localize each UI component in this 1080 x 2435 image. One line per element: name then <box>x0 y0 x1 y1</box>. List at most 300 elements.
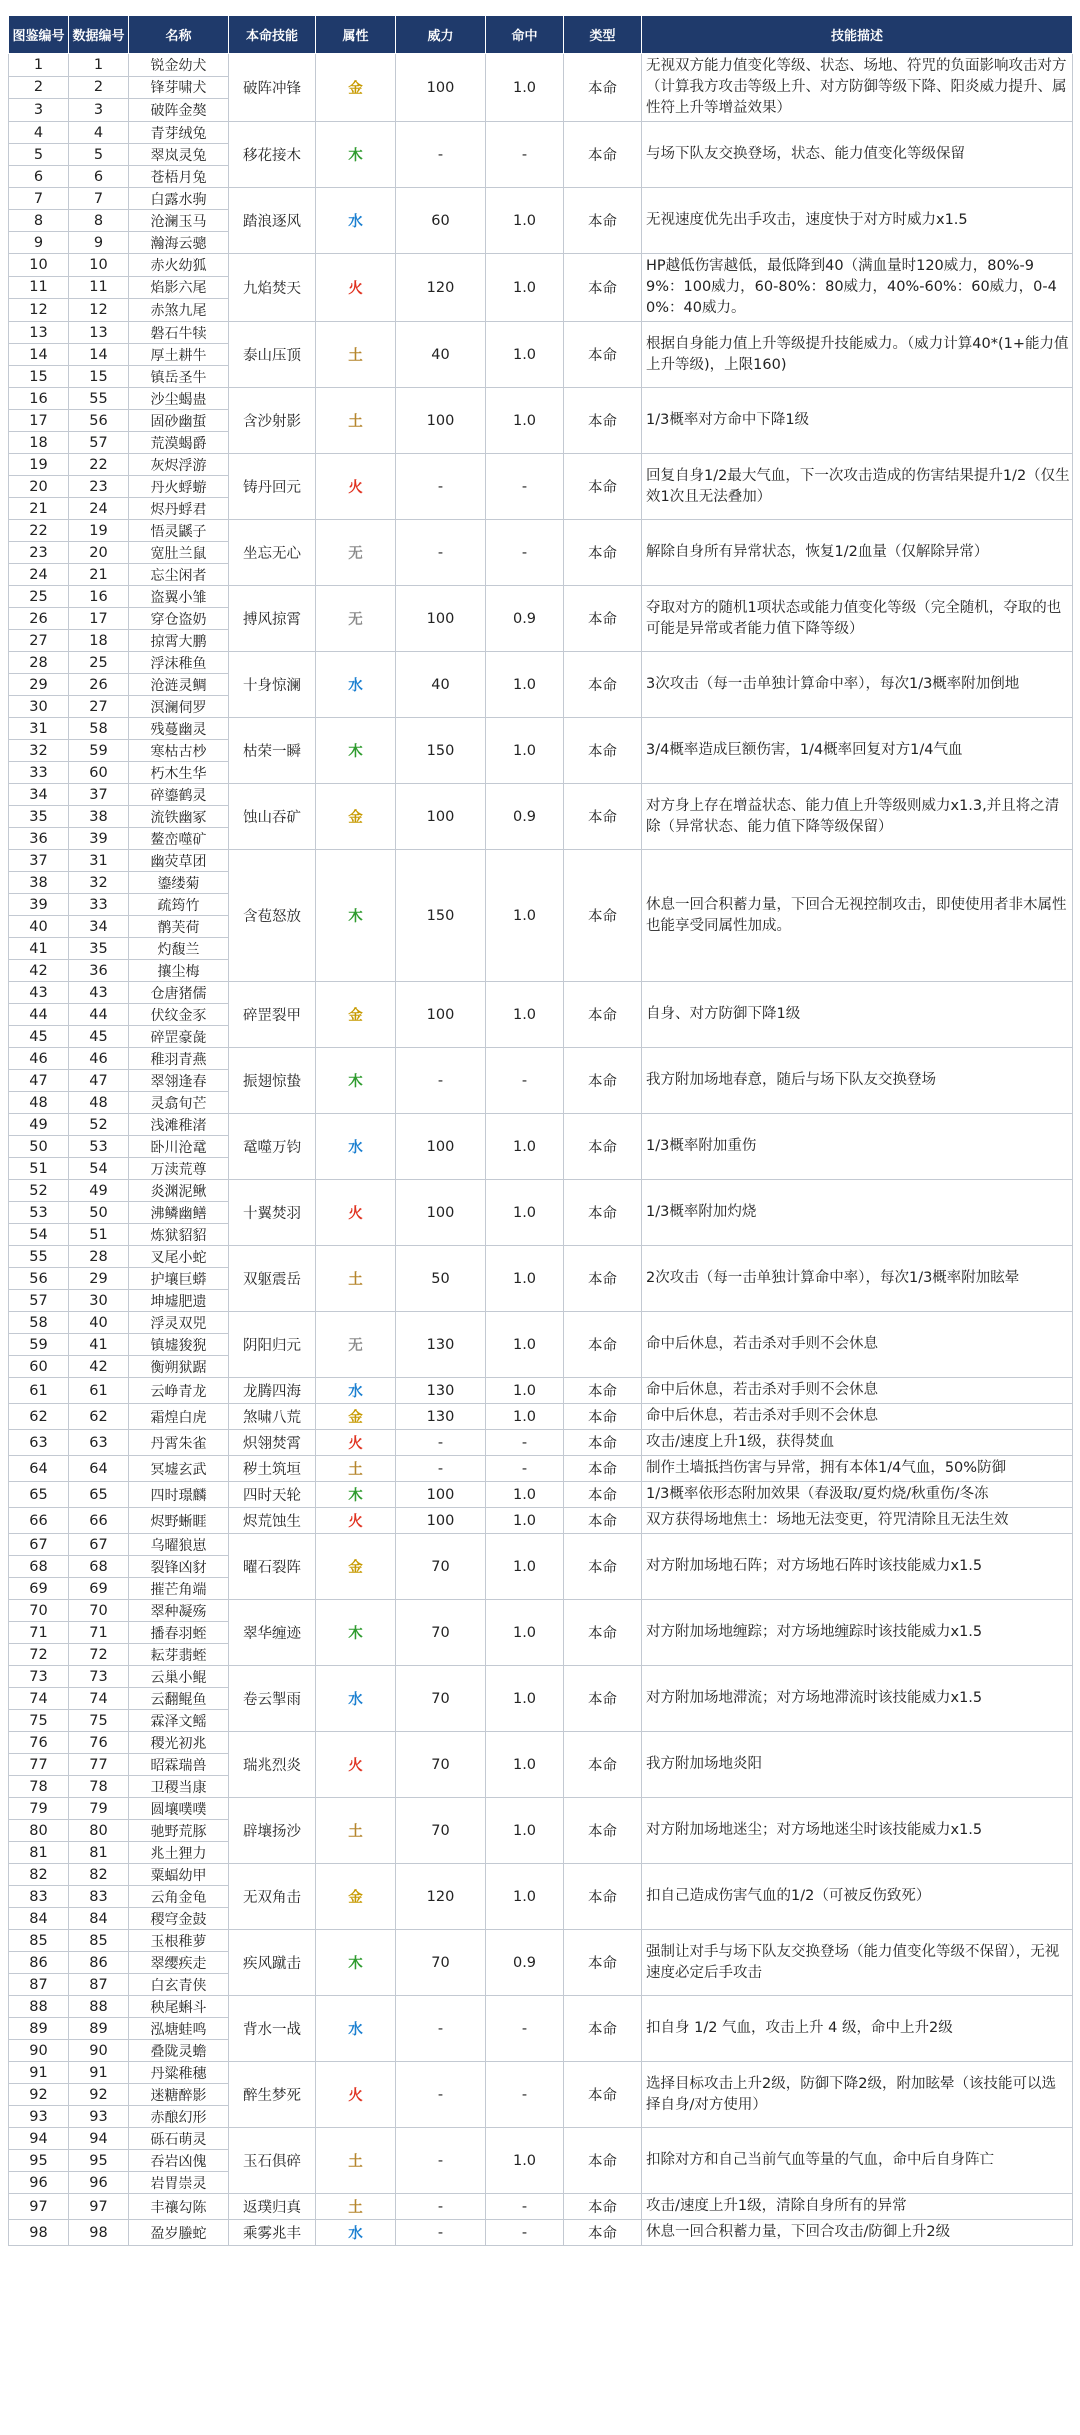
description-cell: 制作土墙抵挡伤害与异常，拥有本体1/4气血，50%防御 <box>642 1456 1073 1482</box>
dex-number-cell: 71 <box>9 1622 69 1644</box>
dex-number-cell: 64 <box>9 1456 69 1482</box>
creature-name-cell: 稚羽青燕 <box>129 1048 229 1070</box>
table-row <box>9 1378 1073 1404</box>
data-number-cell: 98 <box>69 2220 129 2246</box>
skill-name-cell: 醉生梦死 <box>229 2062 316 2128</box>
table-row <box>9 388 1073 410</box>
data-number-cell: 1 <box>69 54 129 77</box>
skill-name-cell: 踏浪逐风 <box>229 188 316 254</box>
skill-name-cell: 翠华缠迹 <box>229 1600 316 1666</box>
data-number-cell: 40 <box>69 1312 129 1334</box>
dex-number-cell: 26 <box>9 608 69 630</box>
accuracy-cell: 1.0 <box>486 1534 564 1600</box>
creature-name-cell: 驰野荒豚 <box>129 1820 229 1842</box>
table-row <box>9 1864 1073 1886</box>
dex-number-cell: 56 <box>9 1268 69 1290</box>
dex-number-cell: 65 <box>9 1482 69 1508</box>
accuracy-cell: 1.0 <box>486 1246 564 1312</box>
data-number-cell: 27 <box>69 696 129 718</box>
creature-name-cell: 翠缨疾走 <box>129 1952 229 1974</box>
creature-name-cell: 浅滩稚渚 <box>129 1114 229 1136</box>
dex-number-cell: 83 <box>9 1886 69 1908</box>
table-row <box>9 1798 1073 1820</box>
table-row <box>9 1996 1073 2018</box>
creature-name-cell: 圆壤噗噗 <box>129 1798 229 1820</box>
skill-name-cell: 阴阳归元 <box>229 1312 316 1378</box>
dex-number-cell: 22 <box>9 520 69 542</box>
dex-number-cell: 5 <box>9 144 69 166</box>
element-cell: 无 <box>316 586 396 652</box>
description-cell: 根据自身能力值上升等级提升技能威力。（威力计算40*(1+能力值上升等级)，上限160) <box>642 322 1073 388</box>
skill-type-cell: 本命 <box>564 2194 642 2220</box>
dex-number-cell: 4 <box>9 122 69 144</box>
power-cell: 130 <box>396 1378 486 1404</box>
element-cell: 木 <box>316 122 396 188</box>
power-cell: - <box>396 1456 486 1482</box>
accuracy-cell: 0.9 <box>486 784 564 850</box>
data-number-cell: 67 <box>69 1534 129 1556</box>
skill-type-cell: 本命 <box>564 2220 642 2246</box>
skill-name-cell: 龙腾四海 <box>229 1378 316 1404</box>
header-dex-no: 图鉴编号 <box>9 16 69 54</box>
data-number-cell: 7 <box>69 188 129 210</box>
table-row <box>9 784 1073 806</box>
dex-number-cell: 91 <box>9 2062 69 2084</box>
element-cell: 火 <box>316 1732 396 1798</box>
data-number-cell: 66 <box>69 1508 129 1534</box>
data-number-cell: 73 <box>69 1666 129 1688</box>
data-number-cell: 46 <box>69 1048 129 1070</box>
element-cell: 火 <box>316 1430 396 1456</box>
description-cell: 自身、对方防御下降1级 <box>642 982 1073 1048</box>
data-number-cell: 95 <box>69 2150 129 2172</box>
dex-number-cell: 19 <box>9 454 69 476</box>
dex-number-cell: 18 <box>9 432 69 454</box>
accuracy-cell: 0.9 <box>486 586 564 652</box>
skill-name-cell: 搏风掠霄 <box>229 586 316 652</box>
dex-number-cell: 27 <box>9 630 69 652</box>
dex-number-cell: 93 <box>9 2106 69 2128</box>
skill-type-cell: 本命 <box>564 388 642 454</box>
element-cell: 木 <box>316 1048 396 1114</box>
dex-number-cell: 85 <box>9 1930 69 1952</box>
skill-type-cell: 本命 <box>564 586 642 652</box>
creature-name-cell: 秧尾蝌斗 <box>129 1996 229 2018</box>
creature-name-cell: 云角金龟 <box>129 1886 229 1908</box>
data-number-cell: 69 <box>69 1578 129 1600</box>
creature-name-cell: 固砂幽蜇 <box>129 410 229 432</box>
description-cell: 攻击/速度上升1级，获得焚血 <box>642 1430 1073 1456</box>
dex-number-cell: 57 <box>9 1290 69 1312</box>
description-cell: 3/4概率造成巨额伤害，1/4概率回复对方1/4气血 <box>642 718 1073 784</box>
power-cell: 130 <box>396 1312 486 1378</box>
description-cell: 扣自身 1/2 气血，攻击上升 4 级，命中上升2级 <box>642 1996 1073 2062</box>
table-row <box>9 2062 1073 2084</box>
data-number-cell: 45 <box>69 1026 129 1048</box>
data-number-cell: 31 <box>69 850 129 872</box>
description-cell: 扣除对方和自己当前气血等量的气血，命中后自身阵亡 <box>642 2128 1073 2194</box>
dex-number-cell: 3 <box>9 99 69 122</box>
dex-number-cell: 90 <box>9 2040 69 2062</box>
data-number-cell: 12 <box>69 299 129 322</box>
dex-number-cell: 68 <box>9 1556 69 1578</box>
element-cell: 火 <box>316 1508 396 1534</box>
dex-number-cell: 11 <box>9 276 69 299</box>
data-number-cell: 61 <box>69 1378 129 1404</box>
skill-name-cell: 含沙射影 <box>229 388 316 454</box>
data-number-cell: 86 <box>69 1952 129 1974</box>
dex-number-cell: 67 <box>9 1534 69 1556</box>
creature-name-cell: 疏筠竹 <box>129 894 229 916</box>
accuracy-cell: 0.9 <box>486 1930 564 1996</box>
element-cell: 水 <box>316 1996 396 2062</box>
skill-name-cell: 九焰焚天 <box>229 254 316 322</box>
skill-type-cell: 本命 <box>564 784 642 850</box>
dex-number-cell: 95 <box>9 2150 69 2172</box>
creature-name-cell: 丹火蜉蝣 <box>129 476 229 498</box>
skill-name-cell: 双躯震岳 <box>229 1246 316 1312</box>
dex-number-cell: 45 <box>9 1026 69 1048</box>
power-cell: 40 <box>396 652 486 718</box>
skill-type-cell: 本命 <box>564 1482 642 1508</box>
creature-name-cell: 沸鳞幽鳝 <box>129 1202 229 1224</box>
accuracy-cell: 1.0 <box>486 54 564 122</box>
element-cell: 土 <box>316 388 396 454</box>
accuracy-cell: 1.0 <box>486 1666 564 1732</box>
accuracy-cell: 1.0 <box>486 1864 564 1930</box>
accuracy-cell: - <box>486 454 564 520</box>
dex-number-cell: 77 <box>9 1754 69 1776</box>
power-cell: 70 <box>396 1666 486 1732</box>
accuracy-cell: 1.0 <box>486 388 564 454</box>
data-number-cell: 68 <box>69 1556 129 1578</box>
power-cell: 70 <box>396 1732 486 1798</box>
dex-number-cell: 2 <box>9 76 69 99</box>
data-number-cell: 5 <box>69 144 129 166</box>
data-number-cell: 21 <box>69 564 129 586</box>
creature-name-cell: 宽肚兰鼠 <box>129 542 229 564</box>
data-number-cell: 36 <box>69 960 129 982</box>
data-number-cell: 50 <box>69 1202 129 1224</box>
creature-name-cell: 坤墟肥遗 <box>129 1290 229 1312</box>
skill-type-cell: 本命 <box>564 454 642 520</box>
skill-name-cell: 鼋噬万钧 <box>229 1114 316 1180</box>
dex-number-cell: 38 <box>9 872 69 894</box>
dex-number-cell: 52 <box>9 1180 69 1202</box>
dex-number-cell: 70 <box>9 1600 69 1622</box>
table-row <box>9 718 1073 740</box>
creature-name-cell: 镇岳圣牛 <box>129 366 229 388</box>
creature-name-cell: 卫稷当康 <box>129 1776 229 1798</box>
accuracy-cell: 1.0 <box>486 1508 564 1534</box>
power-cell: 100 <box>396 784 486 850</box>
skill-name-cell: 返璞归真 <box>229 2194 316 2220</box>
accuracy-cell: 1.0 <box>486 322 564 388</box>
element-cell: 无 <box>316 520 396 586</box>
skill-name-cell: 瑞兆烈炎 <box>229 1732 316 1798</box>
table-row <box>9 2128 1073 2150</box>
data-number-cell: 53 <box>69 1136 129 1158</box>
creature-name-cell: 播春羽蛭 <box>129 1622 229 1644</box>
creature-name-cell: 玉根稚萝 <box>129 1930 229 1952</box>
skill-name-cell: 泰山压顶 <box>229 322 316 388</box>
skill-name-cell: 背水一战 <box>229 1996 316 2062</box>
dex-number-cell: 14 <box>9 344 69 366</box>
creature-name-cell: 赤火幼狐 <box>129 254 229 277</box>
dex-number-cell: 86 <box>9 1952 69 1974</box>
table-row <box>9 850 1073 872</box>
dex-number-cell: 37 <box>9 850 69 872</box>
power-cell: 60 <box>396 188 486 254</box>
creature-name-cell: 四时璟麟 <box>129 1482 229 1508</box>
data-number-cell: 92 <box>69 2084 129 2106</box>
table-row <box>9 1508 1073 1534</box>
dex-number-cell: 96 <box>9 2172 69 2194</box>
data-number-cell: 94 <box>69 2128 129 2150</box>
creature-name-cell: 盗翼小雏 <box>129 586 229 608</box>
table-row <box>9 652 1073 674</box>
description-cell: 1/3概率附加重伤 <box>642 1114 1073 1180</box>
element-cell: 水 <box>316 1378 396 1404</box>
power-cell: 40 <box>396 322 486 388</box>
creature-name-cell: 幽荧草团 <box>129 850 229 872</box>
power-cell: 70 <box>396 1798 486 1864</box>
dex-number-cell: 75 <box>9 1710 69 1732</box>
creature-name-cell: 丰禳勾陈 <box>129 2194 229 2220</box>
creature-name-cell: 浮沫稚鱼 <box>129 652 229 674</box>
data-number-cell: 43 <box>69 982 129 1004</box>
creature-name-cell: 万渎荒尊 <box>129 1158 229 1180</box>
power-cell: - <box>396 520 486 586</box>
skill-type-cell: 本命 <box>564 1798 642 1864</box>
creature-name-cell: 摧芒角端 <box>129 1578 229 1600</box>
dex-number-cell: 92 <box>9 2084 69 2106</box>
creature-name-cell: 烬丹蜉君 <box>129 498 229 520</box>
dex-number-cell: 59 <box>9 1334 69 1356</box>
skill-type-cell: 本命 <box>564 1534 642 1600</box>
dex-number-cell: 32 <box>9 740 69 762</box>
data-number-cell: 80 <box>69 1820 129 1842</box>
element-cell: 水 <box>316 1114 396 1180</box>
power-cell: 70 <box>396 1534 486 1600</box>
dex-number-cell: 13 <box>9 322 69 344</box>
skill-name-cell: 辟壤扬沙 <box>229 1798 316 1864</box>
table-row <box>9 1114 1073 1136</box>
element-cell: 土 <box>316 1798 396 1864</box>
creature-name-cell: 吞岩凶傀 <box>129 2150 229 2172</box>
accuracy-cell: - <box>486 1456 564 1482</box>
skill-type-cell: 本命 <box>564 1404 642 1430</box>
data-number-cell: 2 <box>69 76 129 99</box>
skill-type-cell: 本命 <box>564 1930 642 1996</box>
power-cell: - <box>396 122 486 188</box>
skill-table-sheet <box>8 15 1072 2246</box>
creature-name-cell: 锐金幼犬 <box>129 54 229 77</box>
data-number-cell: 55 <box>69 388 129 410</box>
dex-number-cell: 69 <box>9 1578 69 1600</box>
data-number-cell: 71 <box>69 1622 129 1644</box>
data-number-cell: 51 <box>69 1224 129 1246</box>
description-cell: 无视速度优先出手攻击，速度快于对方时威力x1.5 <box>642 188 1073 254</box>
accuracy-cell: - <box>486 1996 564 2062</box>
table-row <box>9 1048 1073 1070</box>
creature-name-cell: 云巢小鲲 <box>129 1666 229 1688</box>
creature-name-cell: 冥墟玄武 <box>129 1456 229 1482</box>
creature-name-cell: 迷糖醉影 <box>129 2084 229 2106</box>
data-number-cell: 10 <box>69 254 129 277</box>
dex-number-cell: 62 <box>9 1404 69 1430</box>
data-number-cell: 4 <box>69 122 129 144</box>
element-cell: 木 <box>316 1482 396 1508</box>
dex-number-cell: 17 <box>9 410 69 432</box>
element-cell: 木 <box>316 850 396 982</box>
skill-type-cell: 本命 <box>564 2062 642 2128</box>
table-body <box>9 54 1073 2246</box>
creature-name-cell: 烬野蜥睚 <box>129 1508 229 1534</box>
dex-number-cell: 87 <box>9 1974 69 1996</box>
accuracy-cell: 1.0 <box>486 718 564 784</box>
data-number-cell: 22 <box>69 454 129 476</box>
accuracy-cell: 1.0 <box>486 1114 564 1180</box>
element-cell: 木 <box>316 718 396 784</box>
element-cell: 水 <box>316 2220 396 2246</box>
accuracy-cell: 1.0 <box>486 1482 564 1508</box>
description-cell: 双方获得场地焦土：场地无法变更，符咒清除且无法生效 <box>642 1508 1073 1534</box>
element-cell: 土 <box>316 1246 396 1312</box>
accuracy-cell: - <box>486 2220 564 2246</box>
dex-number-cell: 24 <box>9 564 69 586</box>
accuracy-cell: - <box>486 520 564 586</box>
table-row <box>9 1930 1073 1952</box>
table-row <box>9 982 1073 1004</box>
accuracy-cell: 1.0 <box>486 1600 564 1666</box>
element-cell: 火 <box>316 454 396 520</box>
dex-number-cell: 48 <box>9 1092 69 1114</box>
data-number-cell: 32 <box>69 872 129 894</box>
dex-number-cell: 30 <box>9 696 69 718</box>
skill-name-cell: 十身惊澜 <box>229 652 316 718</box>
dex-number-cell: 79 <box>9 1798 69 1820</box>
creature-name-cell: 镇墟狻猊 <box>129 1334 229 1356</box>
data-number-cell: 6 <box>69 166 129 188</box>
skill-name-cell: 卷云掣雨 <box>229 1666 316 1732</box>
accuracy-cell: 1.0 <box>486 188 564 254</box>
description-cell: 对方附加场地迷尘；对方场地迷尘时该技能威力x1.5 <box>642 1798 1073 1864</box>
creature-name-cell: 白露水驹 <box>129 188 229 210</box>
data-number-cell: 63 <box>69 1430 129 1456</box>
creature-name-cell: 叠陇灵蟾 <box>129 2040 229 2062</box>
header-name: 名称 <box>129 16 229 54</box>
power-cell: 50 <box>396 1246 486 1312</box>
accuracy-cell: 1.0 <box>486 1404 564 1430</box>
power-cell: 100 <box>396 54 486 122</box>
dex-number-cell: 84 <box>9 1908 69 1930</box>
data-number-cell: 97 <box>69 2194 129 2220</box>
power-cell: 130 <box>396 1404 486 1430</box>
data-number-cell: 33 <box>69 894 129 916</box>
creature-name-cell: 破阵金獒 <box>129 99 229 122</box>
element-cell: 金 <box>316 982 396 1048</box>
element-cell: 土 <box>316 2194 396 2220</box>
data-number-cell: 64 <box>69 1456 129 1482</box>
dex-number-cell: 28 <box>9 652 69 674</box>
skill-name-cell: 破阵冲锋 <box>229 54 316 122</box>
dex-number-cell: 46 <box>9 1048 69 1070</box>
data-number-cell: 60 <box>69 762 129 784</box>
table-row <box>9 1534 1073 1556</box>
data-number-cell: 82 <box>69 1864 129 1886</box>
dex-number-cell: 15 <box>9 366 69 388</box>
skill-type-cell: 本命 <box>564 1048 642 1114</box>
description-cell: 命中后休息，若击杀对手则不会休息 <box>642 1378 1073 1404</box>
element-cell: 木 <box>316 1930 396 1996</box>
skill-name-cell: 烬荒蚀生 <box>229 1508 316 1534</box>
creature-name-cell: 炼狱貂貂 <box>129 1224 229 1246</box>
description-cell: 回复自身1/2最大气血，下一次攻击造成的伤害结果提升1/2（仅生效1次且无法叠加） <box>642 454 1073 520</box>
table-row <box>9 1180 1073 1202</box>
skill-name-cell: 振翅惊蛰 <box>229 1048 316 1114</box>
dex-number-cell: 41 <box>9 938 69 960</box>
data-number-cell: 14 <box>69 344 129 366</box>
dex-number-cell: 76 <box>9 1732 69 1754</box>
creature-name-cell: 翠种凝殇 <box>129 1600 229 1622</box>
power-cell: 100 <box>396 982 486 1048</box>
power-cell: - <box>396 1430 486 1456</box>
dex-number-cell: 98 <box>9 2220 69 2246</box>
dex-number-cell: 54 <box>9 1224 69 1246</box>
element-cell: 水 <box>316 652 396 718</box>
creature-name-cell: 粟蝠幼甲 <box>129 1864 229 1886</box>
header-skill: 本命技能 <box>229 16 316 54</box>
data-number-cell: 77 <box>69 1754 129 1776</box>
table-row <box>9 2194 1073 2220</box>
dex-number-cell: 34 <box>9 784 69 806</box>
element-cell: 土 <box>316 2128 396 2194</box>
creature-name-cell: 沙尘蝎蛊 <box>129 388 229 410</box>
data-number-cell: 49 <box>69 1180 129 1202</box>
description-cell: 无视双方能力值变化等级、状态、场地、符咒的负面影响攻击对方（计算我方攻击等级上升、对方防御等级下降、阳炎威力提升、属性符上升等增益效果） <box>642 54 1073 122</box>
element-cell: 金 <box>316 54 396 122</box>
data-number-cell: 15 <box>69 366 129 388</box>
data-number-cell: 74 <box>69 1688 129 1710</box>
dex-number-cell: 51 <box>9 1158 69 1180</box>
element-cell: 金 <box>316 784 396 850</box>
skill-name-cell: 枯荣一瞬 <box>229 718 316 784</box>
creature-name-cell: 稷穹金鼓 <box>129 1908 229 1930</box>
dex-number-cell: 20 <box>9 476 69 498</box>
creature-name-cell: 泓塘蛙鸣 <box>129 2018 229 2040</box>
table-row <box>9 454 1073 476</box>
creature-name-cell: 浮灵双兕 <box>129 1312 229 1334</box>
creature-name-cell: 护壤巨蟒 <box>129 1268 229 1290</box>
data-number-cell: 34 <box>69 916 129 938</box>
table-row <box>9 1430 1073 1456</box>
power-cell: 150 <box>396 850 486 982</box>
data-number-cell: 37 <box>69 784 129 806</box>
power-cell: 100 <box>396 1508 486 1534</box>
element-cell: 火 <box>316 254 396 322</box>
power-cell: 120 <box>396 254 486 322</box>
description-cell: 1/3概率附加灼烧 <box>642 1180 1073 1246</box>
dex-number-cell: 49 <box>9 1114 69 1136</box>
creature-name-cell: 伏纹金豕 <box>129 1004 229 1026</box>
data-number-cell: 18 <box>69 630 129 652</box>
header-type: 类型 <box>564 16 642 54</box>
dex-number-cell: 80 <box>9 1820 69 1842</box>
dex-number-cell: 66 <box>9 1508 69 1534</box>
creature-name-cell: 赤酿幻形 <box>129 2106 229 2128</box>
skill-type-cell: 本命 <box>564 188 642 254</box>
